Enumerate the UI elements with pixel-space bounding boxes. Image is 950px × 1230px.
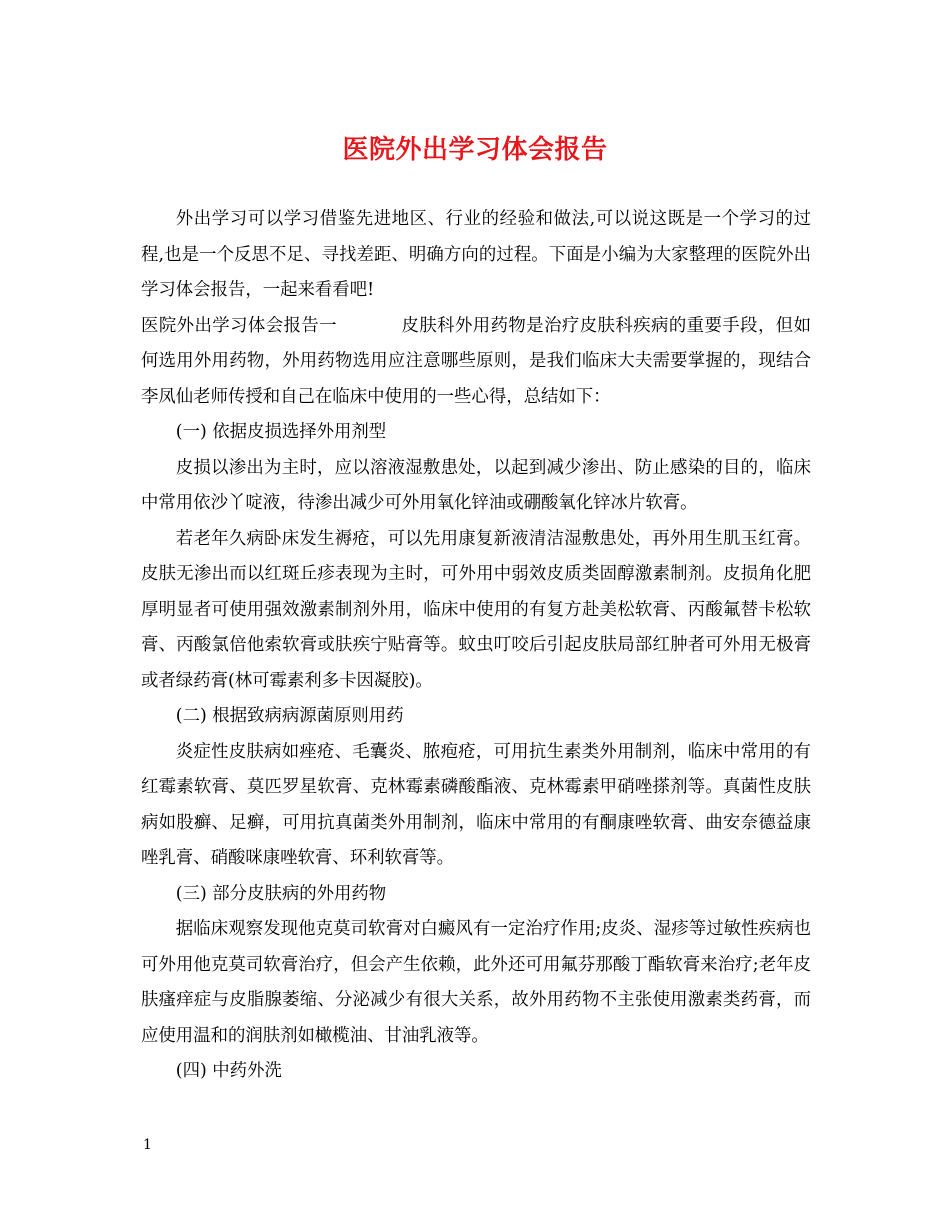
section1-paragraph-1: 皮损以渗出为主时，应以溶液湿敷患处，以起到减少渗出、防止感染的目的，临床中常用依沙丫啶液，待渗出减少可外用氧化锌油或硼酸氧化锌冰片软膏。 [141, 457, 811, 513]
section3-paragraph-1: 据临床观察发现他克莫司软膏对白癜风有一定治疗作用;皮炎、湿疹等过敏性疾病也可外用他克莫司软膏治疗，但会产生依赖，此外还可用氟芬那酸丁酯软膏来治疗;老年皮肤瘙痒症与皮脂腺萎缩、分泌减少有很大关系，故外用药物不主张使用激素类药膏，而应使用温和的润肤剂如橄榄油、甘油乳液等。 [141, 919, 811, 1046]
document-title: 医院外出学习体会报告 [342, 135, 608, 165]
section1-paragraph-2: 若老年久病卧床发生褥疮，可以先用康复新液清洁湿敷患处，再外用生肌玉红膏。皮肤无渗出而以红斑丘疹表现为主时，可外用中弱效皮质类固醇激素制剂。皮损角化肥厚明显者可使用强效激素制剂外用，临床中使用的有复方赴美松软膏、丙酸氟替卡松软膏、丙酸氯倍他索软膏或肤疾宁贴膏等。蚊虫叮咬后引起皮肤局部红肿者可外用无极膏或者绿药膏(林可霉素利多卡因凝胶)。 [141, 528, 811, 691]
report-first-text: 皮肤科外用药物是治疗皮肤科疾病的重要手段，但如何选用外用药物，外用药物选用应注意哪些原则，是我们临床大夫需要掌握的，现结合李凤仙老师传授和自己在临床中使用的一些心得，总结如下： [141, 315, 811, 407]
document-body [141, 202, 811, 1090]
section1-heading: (一) 依据皮损选择外用剂型 [175, 422, 387, 442]
report-heading: 医院外出学习体会报告一 [141, 315, 338, 336]
intro-paragraph: 外出学习可以学习借鉴先进地区、行业的经验和做法,可以说这既是一个学习的过程,也是一个反思不足、寻找差距、明确方向的过程。下面是小编为大家整理的医院外出学习体会报告，一起来看看吧! [141, 209, 811, 300]
section2-paragraph-1: 炎症性皮肤病如痤疮、毛囊炎、脓疱疮，可用抗生素类外用制剂，临床中常用的有红霉素软膏、莫匹罗星软膏、克林霉素磷酸酯液、克林霉素甲硝唑搽剂等。真菌性皮肤病如股癣、足癣，可用抗真菌类外用制剂，临床中常用的有酮康唑软膏、曲安奈德益康唑乳膏、硝酸咪康唑软膏、环利软膏等。 [141, 741, 811, 868]
section3-heading: (三) 部分皮肤病的外用药物 [175, 883, 387, 904]
page-number: 1 [143, 1137, 152, 1153]
section4-heading: (四) 中药外洗 [175, 1061, 282, 1081]
section2-heading: (二) 根据致病病源菌原则用药 [175, 706, 404, 726]
report-first-paragraph [141, 309, 811, 416]
